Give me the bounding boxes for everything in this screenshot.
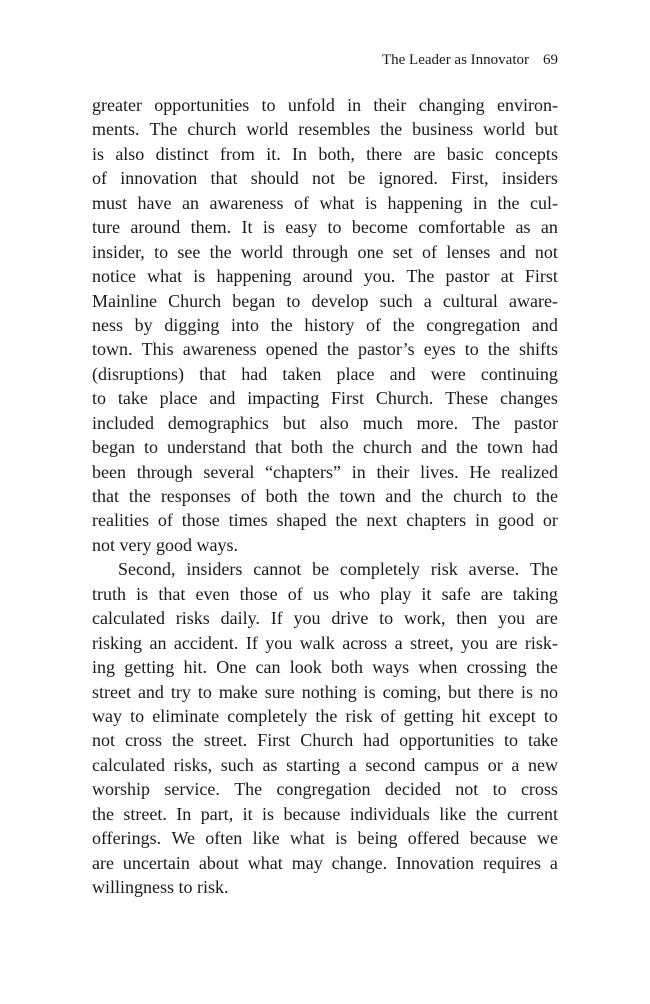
paragraph bbox=[92, 557, 558, 899]
text-line: (disruptions) that had taken place and were continuing bbox=[92, 363, 558, 384]
text-line: must have an awareness of what is happening in the cul- bbox=[92, 192, 558, 213]
text-line: ture around them. It is easy to become comfortable as an bbox=[92, 217, 558, 238]
body-text bbox=[92, 93, 558, 899]
text-line: included demographics but also much more. The pastor bbox=[92, 412, 558, 433]
page-number: 69 bbox=[543, 52, 558, 68]
text-line: notice what is happening around you. The pastor at First bbox=[92, 266, 558, 287]
text-line: street and try to make sure nothing is coming, but there is no bbox=[92, 681, 558, 702]
text-line: risking an accident. If you walk across a street, you are risk- bbox=[92, 632, 558, 653]
running-head bbox=[382, 50, 558, 70]
text-line: to take place and impacting First Church. These changes bbox=[92, 388, 558, 409]
paragraph bbox=[92, 93, 558, 557]
text-line: Mainline Church began to develop such a cultural aware- bbox=[92, 290, 558, 311]
running-title: The Leader as Innovator bbox=[381, 52, 529, 68]
text-line: truth is that even those of us who play it safe are taking bbox=[92, 583, 558, 604]
text-line: ing getting hit. One can look both ways when crossing the bbox=[92, 657, 558, 678]
text-line: way to eliminate completely the risk of getting hit except to bbox=[92, 705, 558, 726]
text-line: realities of those times shaped the next chapters in good or bbox=[92, 510, 558, 531]
text-line: calculated risks, such as starting a second campus or a new bbox=[92, 754, 558, 775]
text-line: town. This awareness opened the pastor’s eyes to the shifts bbox=[92, 339, 558, 360]
text-line: the street. In part, it is because individuals like the current bbox=[92, 803, 558, 824]
text-line: offerings. We often like what is being offered because we bbox=[92, 828, 558, 849]
text-line: began to understand that both the church and the town had bbox=[92, 437, 558, 458]
text-line: been through several “chapters” in their lives. He realized bbox=[92, 461, 558, 482]
text-line: ness by digging into the history of the congregation and bbox=[92, 314, 558, 335]
text-line: worship service. The congregation decided not to cross bbox=[92, 779, 558, 800]
text-line: not very good ways. bbox=[92, 534, 238, 555]
text-line: insider, to see the world through one set of lenses and not bbox=[92, 241, 558, 262]
text-line: of innovation that should not be ignored. First, insiders bbox=[92, 168, 558, 189]
text-line: greater opportunities to unfold in their changing environ- bbox=[92, 95, 558, 115]
text-line: that the responses of both the town and the church to the bbox=[92, 486, 558, 506]
text-line: Second, insiders cannot be completely risk averse. The bbox=[118, 559, 558, 580]
text-line: ments. The church world resembles the business world but bbox=[92, 119, 558, 140]
text-line: not cross the street. First Church had opportunities to take bbox=[92, 730, 558, 751]
text-line: calculated risks daily. If you drive to work, then you are bbox=[92, 608, 558, 629]
text-line: willingness to risk. bbox=[92, 877, 229, 897]
text-line: is also distinct from it. In both, there are basic concepts bbox=[92, 143, 558, 164]
text-line: are uncertain about what may change. Innovation requires a bbox=[92, 852, 558, 873]
